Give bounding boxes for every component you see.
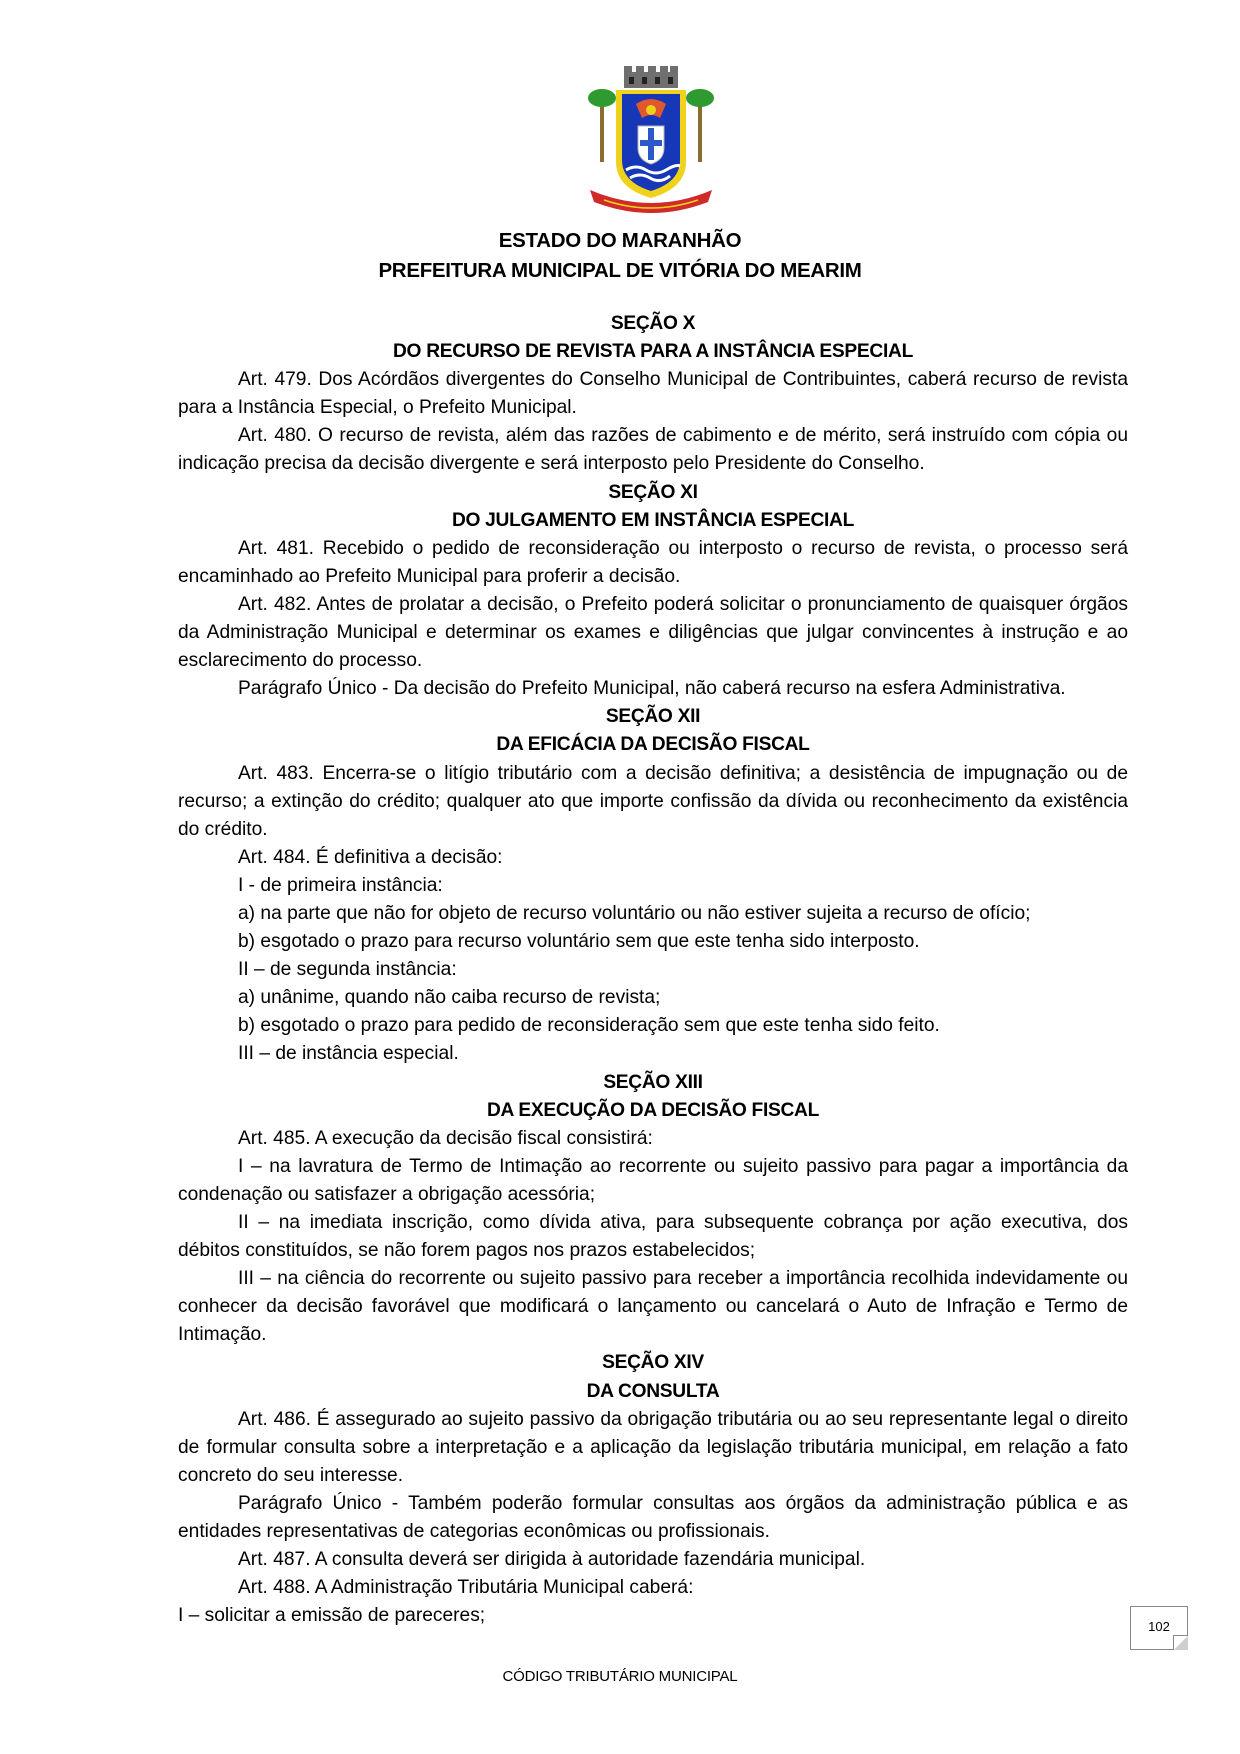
document-body <box>178 310 1128 1630</box>
article-486-paragraph: Parágrafo Único - Também poderão formular consultas aos órgãos da administração pública e as entidades representativas de categorias econômicas ou profissionais. <box>178 1492 1128 1543</box>
article-485-item-ii: II – na imediata inscrição, como dívida ativa, para subsequente cobrança por ação executiva, dos débitos constituídos, se não forem pagos nos prazos estabelecidos; <box>178 1212 1128 1262</box>
page-number: 102 <box>1148 1619 1170 1634</box>
article-484-item-ii: II – de segunda instância: <box>238 959 457 981</box>
prefecture-name: PREFEITURA MUNICIPAL DE VITÓRIA DO MEARIM <box>378 259 862 282</box>
article-484-item-i-a: a) na parte que não for objeto de recurso voluntário ou não estiver sujeita a recurso de ofício; <box>238 902 1031 924</box>
article-484-item-ii-a: a) unânime, quando não caiba recurso de revista; <box>238 987 661 1009</box>
section-14-subtitle: DA CONSULTA <box>586 1380 720 1402</box>
article-485-item-iii: III – na ciência do recorrente ou sujeito passivo para receber a importância recolhida indevidamente ou conhecer da decisão favorável que modificará o lançamento ou cancelará o Auto de Infração e Termo de Intimação. <box>178 1268 1128 1346</box>
page-number-box <box>1130 1606 1188 1650</box>
article-479: Art. 479. Dos Acórdãos divergentes do Conselho Municipal de Contribuintes, caberá recurso de revista para a Instância Especial, o Prefeito Municipal. <box>178 369 1128 419</box>
article-480: Art. 480. O recurso de revista, além das razões de cabimento e de mérito, será instruído com cópia ou indicação precisa da decisão divergente e será interposto pelo Presidente do Conselho. <box>178 425 1128 475</box>
state-name: ESTADO DO MARANHÃO <box>498 229 742 252</box>
section-13-title: SEÇÃO XIII <box>603 1071 703 1093</box>
article-487: Art. 487. A consulta deverá ser dirigida à autoridade fazendária municipal. <box>238 1549 866 1571</box>
document-footer: CÓDIGO TRIBUTÁRIO MUNICIPAL <box>502 1668 738 1685</box>
article-484: Art. 484. É definitiva a decisão: <box>238 846 503 868</box>
article-481: Art. 481. Recebido o pedido de reconsideração ou interposto o recurso de revista, o processo será encaminhado ao Prefeito Municipal para proferir a decisão. <box>178 537 1128 587</box>
article-488: Art. 488. A Administração Tributária Municipal caberá: <box>238 1577 694 1599</box>
article-486: Art. 486. É assegurado ao sujeito passivo da obrigação tributária ou ao seu representante legal o direito de formular consulta sobre a interpretação e a aplicação da legislação tributária municipal, em relação a fato concreto do seu interesse. <box>178 1408 1128 1486</box>
page-curl-icon <box>1173 1635 1188 1650</box>
section-11-title: SEÇÃO XI <box>608 481 698 503</box>
section-11-subtitle: DO JULGAMENTO EM INSTÂNCIA ESPECIAL <box>451 509 855 531</box>
article-484-item-i-b: b) esgotado o prazo para recurso voluntário sem que este tenha sido interposto. <box>238 931 920 953</box>
document-header <box>0 226 1240 286</box>
article-484-item-i: I - de primeira instância: <box>238 874 443 896</box>
article-483: Art. 483. Encerra-se o litígio tributário com a decisão definitiva; a desistência de impugnação ou de recurso; a extinção do crédito; qualquer ato que importe confissão da dívida ou reconhecimento da existência do crédito. <box>178 762 1128 840</box>
section-10-title: SEÇÃO X <box>610 313 696 334</box>
article-485: Art. 485. A execução da decisão fiscal consistirá: <box>238 1127 653 1149</box>
article-482: Art. 482. Antes de prolatar a decisão, o Prefeito poderá solicitar o pronunciamento de quaisquer órgãos da Administração Municipal e determinar os exames e diligências que julgar convincentes à instrução e ao esclarecimento do processo. <box>178 593 1128 672</box>
section-13-subtitle: DA EXECUÇÃO DA DECISÃO FISCAL <box>486 1099 820 1121</box>
section-14-title: SEÇÃO XIV <box>602 1352 704 1374</box>
section-12-title: SEÇÃO XII <box>605 706 701 728</box>
article-488-item-i: I – solicitar a emissão de pareceres; <box>178 1605 486 1627</box>
article-484-item-ii-b: b) esgotado o prazo para pedido de reconsideração sem que este tenha sido feito. <box>238 1015 940 1037</box>
article-485-item-i: I – na lavratura de Termo de Intimação ao recorrente ou sujeito passivo para pagar a importância da condenação ou satisfazer a obrigação acessória; <box>178 1155 1128 1205</box>
municipal-coat-of-arms <box>584 66 718 216</box>
section-12-subtitle: DA EFICÁCIA DA DECISÃO FISCAL <box>496 734 810 756</box>
article-482-paragraph: Parágrafo Único - Da decisão do Prefeito Municipal, não caberá recurso na esfera Administrativa. <box>238 678 1066 700</box>
section-10-subtitle: DO RECURSO DE REVISTA PARA A INSTÂNCIA ESPECIAL <box>393 341 913 363</box>
article-484-item-iii: III – de instância especial. <box>238 1043 459 1065</box>
